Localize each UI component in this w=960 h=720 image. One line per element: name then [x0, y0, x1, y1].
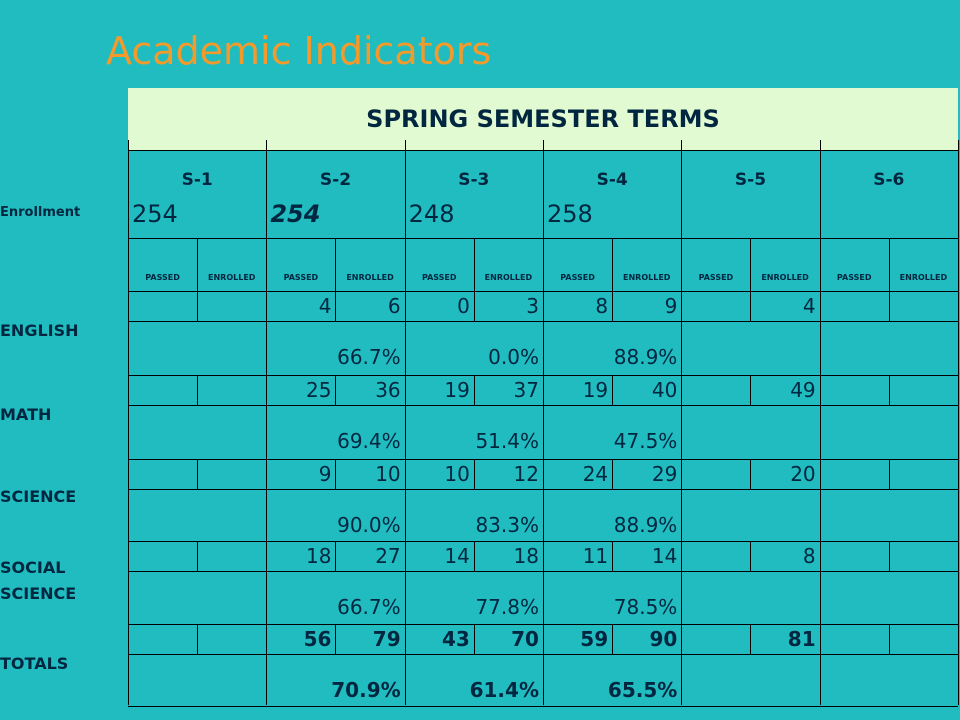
count-value: 18	[513, 544, 539, 568]
percent-value: 47.5%	[613, 429, 678, 453]
count-value: 0	[457, 294, 470, 318]
term-header: S-2	[319, 170, 352, 190]
count-value	[889, 541, 958, 571]
enrollment-value: 248	[408, 200, 455, 228]
percent-value	[820, 321, 958, 373]
subheader-label: PASSED	[421, 272, 457, 282]
grid-line	[750, 375, 751, 405]
count-value: 9	[664, 294, 678, 318]
grid-line	[889, 459, 890, 489]
percent-value	[820, 571, 958, 623]
percent-value	[128, 489, 266, 541]
subheader-label: PASSED	[560, 272, 595, 282]
grid-line	[889, 291, 890, 321]
grid-line	[958, 140, 959, 705]
percent-value: 51.4%	[475, 429, 539, 453]
percent-value	[681, 489, 819, 541]
count-value: 12	[513, 462, 539, 486]
count-value	[128, 375, 197, 405]
count-value: 3	[526, 294, 539, 318]
row-label-subject: MATH	[0, 405, 52, 424]
grid-line	[128, 291, 958, 292]
row-label-subject: ENGLISH	[0, 321, 79, 340]
grid-line	[474, 541, 475, 571]
percent-value	[681, 405, 819, 457]
count-value	[681, 375, 750, 405]
subheader-label: ENROLLED	[623, 272, 671, 282]
enrollment-value	[820, 190, 958, 238]
grid-line	[612, 291, 613, 321]
term-header: S-3	[458, 170, 490, 190]
percent-value	[128, 571, 266, 623]
grid-line	[128, 405, 958, 406]
page-title: Academic Indicators	[106, 29, 492, 73]
percent-value: 66.7%	[337, 345, 401, 369]
grid-line	[681, 140, 682, 705]
count-value	[820, 459, 889, 489]
count-value	[197, 375, 266, 405]
grid-line	[197, 375, 198, 405]
percent-value: 77.8%	[475, 595, 539, 619]
count-value: 70	[511, 627, 539, 651]
count-value: 4	[802, 294, 816, 318]
grid-line	[474, 459, 475, 489]
count-value: 79	[372, 627, 401, 651]
count-value: 27	[375, 544, 401, 568]
count-value	[128, 624, 197, 654]
table-header: SPRING SEMESTER TERMS	[128, 88, 958, 150]
percent-value: 66.7%	[337, 595, 401, 619]
percent-value	[681, 571, 819, 623]
count-value	[889, 459, 958, 489]
grid-line	[335, 291, 336, 321]
grid-line	[197, 459, 198, 489]
percent-value: 90.0%	[337, 513, 401, 537]
grid-line	[750, 459, 751, 489]
grid-line	[128, 321, 958, 322]
count-value	[889, 375, 958, 405]
subheader-label: PASSED	[145, 272, 180, 282]
grid-line	[128, 654, 958, 655]
count-value	[889, 624, 958, 654]
grid-line	[197, 291, 198, 321]
grid-line	[474, 375, 475, 405]
percent-value	[128, 321, 266, 373]
count-value: 59	[580, 627, 609, 651]
grid-line	[335, 238, 336, 291]
count-value: 6	[387, 294, 401, 318]
count-value: 36	[375, 378, 401, 402]
grid-line	[889, 541, 890, 571]
count-value: 49	[790, 378, 816, 402]
count-value	[128, 291, 197, 321]
grid-line	[128, 140, 129, 705]
count-value	[197, 291, 266, 321]
grid-line	[750, 238, 751, 291]
percent-value: 65.5%	[607, 678, 678, 702]
count-value: 29	[651, 462, 678, 486]
count-value: 10	[444, 462, 470, 486]
count-value	[889, 291, 958, 321]
subheader-label: ENROLLED	[484, 272, 533, 282]
percent-value	[820, 405, 958, 457]
count-value	[197, 624, 266, 654]
grid-line	[335, 459, 336, 489]
grid-line	[612, 459, 613, 489]
percent-value	[128, 654, 266, 706]
count-value: 37	[513, 378, 539, 402]
grid-line	[197, 541, 198, 571]
row-label-subject: SCIENCE	[0, 487, 77, 506]
term-header: S-6	[873, 170, 905, 190]
grid-line	[750, 291, 751, 321]
row-label-subject: TOTALS	[0, 654, 69, 673]
count-value: 19	[444, 378, 470, 402]
count-value: 14	[444, 544, 470, 568]
grid-line	[335, 375, 336, 405]
count-value: 81	[787, 627, 816, 651]
percent-value: 78.5%	[613, 595, 678, 619]
grid-line	[405, 140, 406, 705]
percent-value: 69.4%	[337, 429, 401, 453]
grid-line	[128, 624, 958, 625]
term-header: S-4	[596, 170, 628, 190]
count-value: 43	[441, 627, 470, 651]
grid-line	[750, 541, 751, 571]
subheader-label: ENROLLED	[208, 272, 256, 282]
count-value	[820, 624, 889, 654]
percent-value	[681, 321, 819, 373]
count-value: 56	[303, 627, 332, 651]
term-header: S-1	[181, 170, 213, 190]
enrollment-value	[681, 190, 819, 238]
subheader-label: PASSED	[836, 272, 872, 282]
count-value	[681, 459, 750, 489]
percent-value: 0.0%	[488, 345, 539, 369]
count-value: 19	[582, 378, 609, 402]
grid-line	[128, 706, 958, 707]
count-value	[197, 541, 266, 571]
count-value	[681, 624, 750, 654]
percent-value	[820, 489, 958, 541]
grid-line	[889, 238, 890, 291]
grid-line	[266, 140, 267, 705]
subheader-label: PASSED	[283, 272, 319, 282]
count-value	[197, 459, 266, 489]
grid-line	[612, 541, 613, 571]
count-value: 10	[375, 462, 401, 486]
percent-value	[128, 405, 266, 457]
grid-line	[612, 624, 613, 654]
row-label-subject: SOCIAL SCIENCE	[0, 558, 77, 603]
subheader-label: ENROLLED	[761, 272, 809, 282]
grid-line	[474, 624, 475, 654]
enrollment-value: 258	[546, 200, 593, 228]
grid-line	[128, 571, 958, 572]
count-value: 11	[582, 544, 609, 568]
count-value: 9	[318, 462, 332, 486]
subheader-label: ENROLLED	[346, 272, 394, 282]
subheader-label: ENROLLED	[899, 272, 948, 282]
count-value	[820, 291, 889, 321]
count-value: 8	[595, 294, 609, 318]
grid-line	[750, 624, 751, 654]
percent-value: 88.9%	[613, 345, 678, 369]
count-value	[128, 459, 197, 489]
percent-value: 61.4%	[469, 678, 539, 702]
grid-line	[612, 375, 613, 405]
count-value: 14	[651, 544, 678, 568]
count-value	[820, 541, 889, 571]
grid-line	[820, 140, 821, 705]
percent-value	[681, 654, 819, 706]
count-value: 18	[306, 544, 332, 568]
percent-value	[820, 654, 958, 706]
count-value: 24	[582, 462, 609, 486]
count-value: 25	[306, 378, 332, 402]
row-label-enrollment: Enrollment	[0, 205, 81, 220]
grid-line	[335, 541, 336, 571]
grid-line	[128, 489, 958, 490]
grid-line	[543, 140, 544, 705]
count-value: 90	[649, 627, 678, 651]
count-value: 20	[790, 462, 816, 486]
percent-value: 88.9%	[613, 513, 678, 537]
count-value	[128, 541, 197, 571]
grid-line	[474, 291, 475, 321]
count-value: 4	[318, 294, 332, 318]
count-value	[681, 291, 750, 321]
grid-line	[128, 459, 958, 460]
percent-value: 70.9%	[331, 678, 401, 702]
enrollment-value: 254	[270, 200, 321, 228]
grid-line	[889, 375, 890, 405]
grid-line	[612, 238, 613, 291]
count-value: 8	[802, 544, 816, 568]
grid-line	[889, 624, 890, 654]
count-value	[681, 541, 750, 571]
grid-line	[197, 624, 198, 654]
grid-line	[128, 375, 958, 376]
count-value	[820, 375, 889, 405]
grid-line	[197, 238, 198, 291]
grid-line	[474, 238, 475, 291]
subheader-label: PASSED	[698, 272, 734, 282]
enrollment-value: 254	[132, 200, 178, 228]
grid-line	[128, 541, 958, 542]
grid-line	[335, 624, 336, 654]
count-value: 40	[651, 378, 678, 402]
term-header: S-5	[734, 170, 767, 190]
percent-value: 83.3%	[475, 513, 539, 537]
